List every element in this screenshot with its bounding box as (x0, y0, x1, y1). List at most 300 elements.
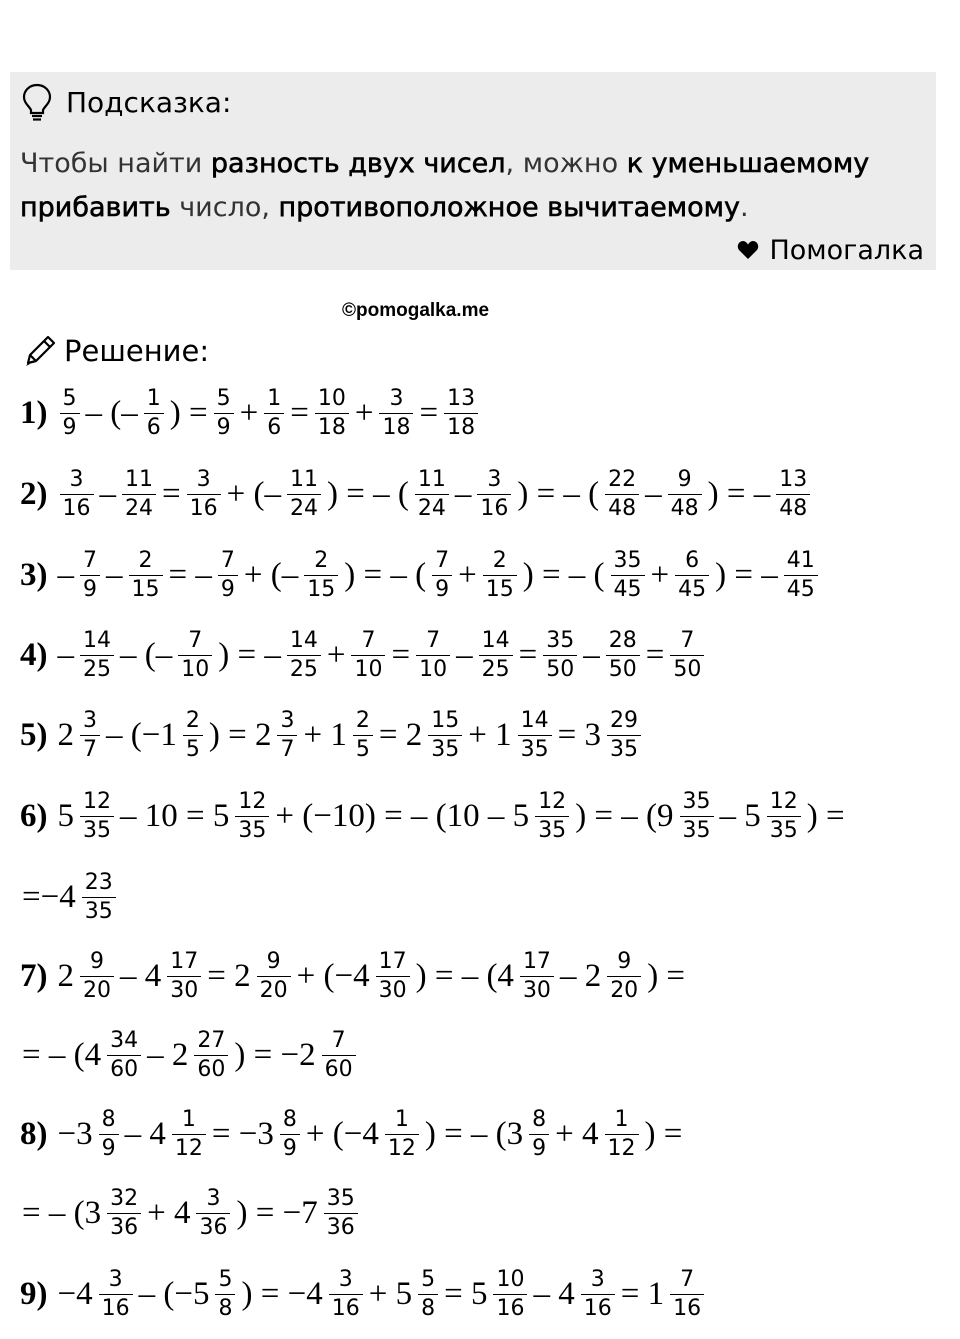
fraction (670, 627, 704, 684)
fraction (611, 547, 645, 604)
numerator: 12 (538, 788, 567, 814)
denominator: 8 (215, 1294, 235, 1323)
denominator: 36 (196, 1213, 230, 1242)
numerator: 11 (417, 466, 446, 492)
fraction (304, 547, 338, 604)
operator-text: + (−4 (296, 957, 370, 994)
expression (56, 466, 815, 523)
denominator: 16 (477, 494, 511, 523)
operator-text: + 1 (303, 716, 347, 753)
denominator: 20 (607, 976, 641, 1005)
denominator: 6 (264, 413, 284, 442)
numerator: 1 (614, 1106, 629, 1132)
fraction (187, 466, 221, 523)
numerator: 3 (280, 707, 295, 733)
operator-text: = 2 (378, 716, 423, 753)
fraction (543, 627, 577, 684)
numerator: 17 (170, 948, 199, 974)
brand-signature (737, 228, 924, 272)
denominator: 15 (483, 575, 517, 604)
operator-text: + (−4 (305, 1115, 379, 1152)
operator-text: ) = – ( (326, 475, 409, 512)
operator-text: – (57, 636, 74, 673)
hint-text (20, 142, 920, 230)
denominator: 9 (280, 1134, 300, 1163)
operator-text: – (583, 636, 600, 673)
denominator: 16 (329, 1294, 363, 1323)
denominator: 12 (172, 1134, 206, 1163)
fraction (385, 1106, 419, 1163)
denominator: 7 (80, 735, 100, 764)
line-number: 3) (20, 556, 48, 593)
fraction (607, 707, 641, 764)
operator-text: – 4 (124, 1115, 166, 1152)
operator-text: 2 (57, 957, 74, 994)
denominator: 45 (784, 575, 818, 604)
denominator: 36 (324, 1213, 358, 1242)
solution-line (20, 1097, 684, 1171)
denominator: 35 (767, 816, 801, 845)
numerator: 2 (138, 547, 153, 573)
numerator: 12 (83, 788, 111, 814)
numerator: 7 (435, 547, 450, 573)
numerator: 9 (677, 466, 692, 492)
denominator: 35 (80, 816, 114, 845)
solution-line (20, 1018, 360, 1092)
line-number: 9) (20, 1275, 48, 1312)
fraction (493, 1266, 527, 1323)
numerator: 34 (110, 1027, 139, 1053)
denominator: 18 (379, 413, 413, 442)
numerator: 14 (520, 707, 549, 733)
numerator: 5 (62, 385, 77, 411)
operator-text: – (57, 556, 74, 593)
denominator: 35 (235, 816, 269, 845)
line-number: 6) (20, 797, 48, 834)
brand-name: Помогалка (769, 234, 924, 266)
denominator: 20 (80, 976, 114, 1005)
numerator: 1 (146, 385, 161, 411)
operator-text: + (326, 636, 346, 673)
fraction (80, 707, 100, 764)
expression (20, 869, 120, 926)
line-number: 2) (20, 475, 48, 512)
operator-text: ) = – (4 (415, 957, 514, 994)
expression (20, 1027, 360, 1084)
hint-text-segment: Чтобы найти (20, 148, 211, 179)
denominator: 48 (668, 494, 702, 523)
fraction (428, 707, 462, 764)
solution-line (20, 376, 482, 450)
numerator: 7 (331, 1027, 346, 1053)
fraction (264, 385, 284, 442)
numerator: 14 (289, 627, 318, 653)
numerator: 27 (197, 1027, 226, 1053)
fraction (324, 1185, 358, 1242)
operator-text: ) = (644, 1115, 683, 1152)
fraction (196, 1185, 230, 1242)
numerator: 17 (378, 948, 407, 974)
denominator: 35 (535, 816, 569, 845)
fraction (535, 788, 569, 845)
denominator: 30 (167, 976, 201, 1005)
fraction (107, 1185, 141, 1242)
fraction (215, 1266, 235, 1323)
fraction (60, 385, 80, 442)
denominator: 48 (776, 494, 810, 523)
fraction (444, 385, 478, 442)
operator-text: ) = – (218, 636, 281, 673)
numerator: 11 (289, 466, 318, 492)
numerator: 28 (608, 627, 637, 653)
fraction (129, 547, 163, 604)
solution-header (22, 328, 209, 374)
denominator: 50 (543, 655, 577, 684)
numerator: 2 (355, 707, 370, 733)
operator-text: – (– (120, 636, 173, 673)
operator-text: ) = −2 (234, 1036, 316, 1073)
denominator: 24 (122, 494, 156, 523)
operator-text: + (– (226, 475, 281, 512)
numerator: 10 (317, 385, 346, 411)
fraction (767, 788, 801, 845)
fraction (80, 948, 114, 1005)
fraction (82, 869, 116, 926)
operator-text: ) = −7 (236, 1194, 318, 1231)
operator-text: ) = – (3 (424, 1115, 524, 1152)
fraction (329, 1266, 363, 1323)
denominator: 50 (670, 655, 704, 684)
solution-line (20, 618, 708, 692)
denominator: 16 (187, 494, 221, 523)
numerator: 9 (90, 948, 104, 974)
operator-text: + 1 (468, 716, 512, 753)
fraction (144, 385, 164, 442)
solution-line (20, 538, 822, 612)
expression (56, 707, 645, 764)
fraction (172, 1106, 206, 1163)
solution-line (20, 939, 687, 1013)
operator-text: ) = – ( (344, 556, 427, 593)
numerator: 1 (394, 1106, 409, 1132)
numerator: 17 (522, 948, 551, 974)
numerator: 3 (206, 1185, 221, 1211)
denominator: 35 (607, 735, 641, 764)
numerator: 2 (492, 547, 507, 573)
denominator: 9 (99, 1134, 119, 1163)
denominator: 48 (605, 494, 639, 523)
operator-text: + (– (243, 556, 299, 593)
expression (56, 547, 822, 604)
denominator: 10 (416, 655, 450, 684)
denominator: 35 (518, 735, 552, 764)
numerator: 8 (282, 1106, 297, 1132)
fraction (680, 788, 714, 845)
fraction (107, 1027, 141, 1084)
fraction (479, 627, 513, 684)
numerator: 3 (69, 466, 84, 492)
fraction (351, 627, 385, 684)
fraction (605, 466, 639, 523)
numerator: 7 (83, 547, 97, 573)
fraction (315, 385, 349, 442)
denominator: 18 (444, 413, 478, 442)
denominator: 15 (129, 575, 163, 604)
expression (56, 788, 847, 845)
operator-text: 5 (57, 797, 74, 834)
fraction (235, 788, 269, 845)
denominator: 9 (432, 575, 452, 604)
numerator: 6 (685, 547, 700, 573)
numerator: 5 (216, 385, 231, 411)
operator-text: = 3 (557, 716, 601, 753)
fraction (322, 1027, 356, 1084)
expression (56, 385, 483, 442)
fraction (379, 385, 413, 442)
operator-text: ) = – (9 (575, 797, 674, 834)
denominator: 25 (287, 655, 321, 684)
fraction (668, 466, 702, 523)
numerator: 8 (101, 1106, 116, 1132)
numerator: 5 (218, 1266, 233, 1292)
fraction (80, 547, 100, 604)
numerator: 9 (617, 948, 632, 974)
numerator: 3 (487, 466, 502, 492)
expression (56, 627, 709, 684)
fraction (581, 1266, 615, 1323)
fraction (80, 788, 114, 845)
denominator: 9 (80, 575, 100, 604)
fraction (280, 1106, 300, 1163)
pencil-icon (22, 333, 58, 369)
fraction (477, 466, 511, 523)
hint-text-segment: число, (170, 192, 279, 223)
operator-text: + 5 (368, 1275, 413, 1312)
numerator: 14 (83, 627, 111, 653)
expression (56, 1266, 709, 1323)
solution-line (20, 860, 120, 934)
denominator: 9 (60, 413, 80, 442)
denominator: 24 (415, 494, 449, 523)
operator-text: – 10 = 5 (120, 797, 230, 834)
fraction (257, 948, 291, 1005)
operator-text: = – (168, 556, 212, 593)
denominator: 35 (82, 897, 116, 926)
solution-title: Решение: (64, 334, 210, 368)
line-number: 1) (20, 394, 48, 431)
denominator: 30 (520, 976, 554, 1005)
fraction (670, 1266, 704, 1323)
numerator: 7 (220, 547, 235, 573)
denominator: 9 (214, 413, 234, 442)
operator-text: – 2 (559, 957, 602, 994)
hint-text-segment: . (740, 192, 749, 223)
fraction (416, 627, 450, 684)
operator-text: ) = – ( (522, 556, 605, 593)
fraction (432, 547, 452, 604)
operator-text: + 4 (147, 1194, 191, 1231)
fraction (376, 948, 410, 1005)
operator-text: = – (3 (22, 1194, 102, 1231)
denominator: 16 (99, 1294, 133, 1323)
hint-text-bold: разность двух чисел (210, 148, 506, 179)
denominator: 5 (353, 735, 373, 764)
operator-text: ) = – (715, 556, 778, 593)
operator-text: = (290, 394, 309, 431)
numerator: 12 (769, 788, 798, 814)
denominator: 36 (107, 1213, 141, 1242)
numerator: 11 (125, 466, 153, 492)
fraction (214, 385, 234, 442)
operator-text: = 1 (620, 1275, 665, 1312)
fraction (518, 707, 552, 764)
numerator: 35 (546, 627, 575, 653)
operator-text: ) = – ( (517, 475, 600, 512)
operator-text: + (354, 394, 374, 431)
denominator: 25 (479, 655, 513, 684)
denominator: 16 (493, 1294, 527, 1323)
numerator: 32 (110, 1185, 139, 1211)
operator-text: ) = (806, 797, 845, 834)
operator-text: =−4 (22, 878, 76, 915)
operator-text: + (239, 394, 259, 431)
operator-text: ) = (647, 957, 686, 994)
numerator: 35 (682, 788, 711, 814)
operator-text: = (419, 394, 439, 431)
numerator: 1 (181, 1106, 196, 1132)
operator-text: ) = – (707, 475, 771, 512)
denominator: 16 (60, 494, 94, 523)
hint-text-segment: , можно (505, 148, 627, 179)
numerator: 2 (185, 707, 200, 733)
operator-text: + (650, 556, 670, 593)
numerator: 7 (680, 1266, 695, 1292)
operator-text: = −3 (211, 1115, 274, 1152)
operator-text: – (−5 (138, 1275, 210, 1312)
hint-header (20, 80, 231, 124)
operator-text: ) = −4 (241, 1275, 323, 1312)
denominator: 9 (529, 1134, 549, 1163)
denominator: 30 (376, 976, 410, 1005)
fraction (287, 627, 321, 684)
numerator: 12 (238, 788, 267, 814)
fraction (167, 948, 201, 1005)
fraction (99, 1106, 119, 1163)
expression (20, 1185, 362, 1242)
hint-text-bold: к уменьшаемому прибавить (20, 148, 870, 223)
operator-text: – 4 (533, 1275, 575, 1312)
operator-text: – (– (85, 394, 138, 431)
operator-text: – (645, 475, 662, 512)
fraction (60, 466, 94, 523)
fraction (122, 466, 156, 523)
numerator: 41 (786, 547, 815, 573)
hint-title: Подсказка: (66, 85, 232, 119)
numerator: 3 (108, 1266, 123, 1292)
operator-text: – (99, 475, 116, 512)
numerator: 2 (314, 547, 329, 573)
operator-text: – (−1 (106, 716, 177, 753)
numerator: 15 (431, 707, 460, 733)
operator-text: + (−10) = – (10 – 5 (275, 797, 530, 834)
operator-text: = 2 (207, 957, 251, 994)
numerator: 3 (590, 1266, 605, 1292)
fraction (529, 1106, 549, 1163)
operator-text: = (162, 475, 181, 512)
operator-text: ) = 2 (208, 716, 272, 753)
denominator: 7 (277, 735, 297, 764)
line-number: 7) (20, 957, 48, 994)
denominator: 16 (670, 1294, 704, 1323)
numerator: 7 (426, 627, 441, 653)
numerator: 7 (188, 627, 203, 653)
denominator: 35 (680, 816, 714, 845)
operator-text: ) = (169, 394, 208, 431)
fraction (183, 707, 203, 764)
solution-line (20, 1176, 362, 1250)
denominator: 8 (418, 1294, 438, 1323)
line-number: 5) (20, 716, 48, 753)
denominator: 20 (257, 976, 291, 1005)
heart-icon (737, 240, 759, 260)
fraction (353, 707, 373, 764)
operator-text: = (518, 636, 538, 673)
operator-text: = 5 (444, 1275, 488, 1312)
numerator: 23 (84, 869, 113, 895)
numerator: 13 (447, 385, 476, 411)
solution-line (20, 1257, 708, 1331)
denominator: 45 (611, 575, 645, 604)
copyright-text: ©pomogalka.me (342, 300, 490, 321)
fraction (606, 627, 640, 684)
denominator: 45 (675, 575, 709, 604)
fraction (418, 1266, 438, 1323)
fraction (675, 547, 709, 604)
fraction (194, 1027, 228, 1084)
numerator: 10 (496, 1266, 525, 1292)
denominator: 25 (80, 655, 114, 684)
solution-line (20, 779, 847, 853)
hint-text-bold: противоположное вычитаемому (278, 192, 741, 223)
fraction (178, 627, 212, 684)
operator-text: – 2 (147, 1036, 189, 1073)
fraction (80, 627, 114, 684)
denominator: 60 (194, 1055, 228, 1084)
fraction (784, 547, 818, 604)
numerator: 35 (326, 1185, 355, 1211)
line-number: 8) (20, 1115, 48, 1152)
numerator: 3 (83, 707, 97, 733)
numerator: 7 (680, 627, 695, 653)
operator-text: = (391, 636, 411, 673)
lightbulb-icon (20, 82, 54, 122)
solution-line (20, 457, 814, 531)
denominator: 5 (183, 735, 203, 764)
denominator: 60 (107, 1055, 141, 1084)
numerator: 3 (338, 1266, 353, 1292)
denominator: 50 (606, 655, 640, 684)
fraction (218, 547, 238, 604)
fraction (287, 466, 321, 523)
operator-text: + (458, 556, 477, 593)
expression (56, 948, 688, 1005)
numerator: 9 (266, 948, 281, 974)
operator-text: – (454, 475, 472, 512)
denominator: 9 (218, 575, 238, 604)
denominator: 24 (287, 494, 321, 523)
numerator: 13 (779, 466, 808, 492)
denominator: 16 (581, 1294, 615, 1323)
